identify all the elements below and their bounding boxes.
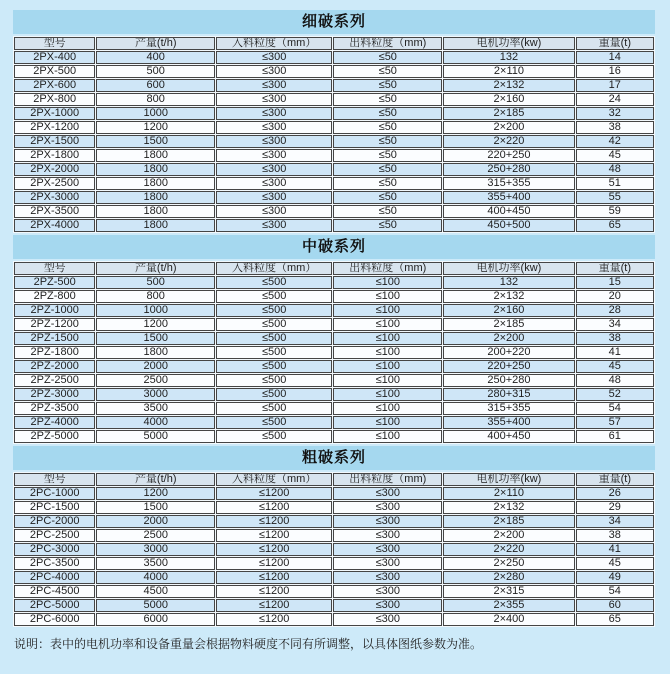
table-cell: 250+280 [443, 163, 574, 176]
table-cell: 1500 [96, 332, 215, 345]
table-cell: 220+250 [443, 360, 574, 373]
table-cell: 2PZ-1200 [14, 318, 95, 331]
column-header: 重量(t) [576, 37, 654, 50]
column-header: 型号 [14, 37, 95, 50]
table-row [14, 276, 654, 289]
table-cell: 2PX-4000 [14, 219, 95, 232]
table-row [14, 219, 654, 232]
table-cell: 2×355 [443, 599, 574, 612]
table-cell: 2PZ-1000 [14, 304, 95, 317]
table-cell: 2PX-1500 [14, 135, 95, 148]
table-row [14, 585, 654, 598]
table-cell: ≤100 [333, 360, 442, 373]
series-title-coarse: 粗破系列 [13, 446, 655, 470]
table-cell: ≤1200 [216, 613, 332, 626]
table-cell: 600 [96, 79, 215, 92]
table-cell: 2PZ-1500 [14, 332, 95, 345]
table-cell: 2×250 [443, 557, 574, 570]
column-header: 型号 [14, 262, 95, 275]
table-cell: 3000 [96, 543, 215, 556]
table-cell: 65 [576, 219, 654, 232]
table-cell: 5000 [96, 599, 215, 612]
table-cell: 2×110 [443, 65, 574, 78]
table-cell: 500 [96, 65, 215, 78]
table-row [14, 402, 654, 415]
table-row [14, 360, 654, 373]
table-cell: 1800 [96, 219, 215, 232]
table-cell: 1800 [96, 177, 215, 190]
table-cell: 132 [443, 276, 574, 289]
table-cell: 2PZ-800 [14, 290, 95, 303]
table-cell: 3500 [96, 557, 215, 570]
table-cell: ≤500 [216, 388, 332, 401]
table-cell: 49 [576, 571, 654, 584]
table-cell: 2×132 [443, 501, 574, 514]
table-cell: 3000 [96, 388, 215, 401]
table-cell: 2500 [96, 529, 215, 542]
table-cell: 59 [576, 205, 654, 218]
table-cell: 2×220 [443, 135, 574, 148]
table-cell: ≤300 [333, 585, 442, 598]
table-cell: ≤300 [333, 501, 442, 514]
table-cell: ≤50 [333, 219, 442, 232]
table-cell: ≤100 [333, 416, 442, 429]
table-cell: ≤300 [216, 163, 332, 176]
table-cell: 41 [576, 346, 654, 359]
table-cell: 2PZ-3000 [14, 388, 95, 401]
table-cell: 2×132 [443, 79, 574, 92]
table-row [14, 79, 654, 92]
table-row [14, 430, 654, 443]
table-cell: 45 [576, 557, 654, 570]
table-cell: ≤300 [216, 205, 332, 218]
table-cell: ≤50 [333, 191, 442, 204]
table-row [14, 332, 654, 345]
table-cell: 2PZ-1800 [14, 346, 95, 359]
table-cell: 61 [576, 430, 654, 443]
table-cell: ≤300 [333, 557, 442, 570]
table-cell: 2PC-4000 [14, 571, 95, 584]
footnote: 说明：表中的电机功率和设备重量会根据物料硬度不同有所调整，以具体图纸参数为准。 [14, 637, 483, 651]
table-cell: ≤100 [333, 304, 442, 317]
table-cell: 2500 [96, 374, 215, 387]
table-cell: ≤1200 [216, 529, 332, 542]
column-header: 入料粒度（mm） [216, 262, 332, 275]
table-cell: 2PX-600 [14, 79, 95, 92]
column-header: 电机功率(kw) [443, 473, 574, 486]
header-row [14, 473, 654, 486]
table-cell: 2PX-3500 [14, 205, 95, 218]
table-cell: ≤500 [216, 402, 332, 415]
table-cell: 34 [576, 318, 654, 331]
table-cell: ≤300 [333, 529, 442, 542]
table-cell: 1500 [96, 135, 215, 148]
table-cell: ≤500 [216, 290, 332, 303]
table-cell: ≤50 [333, 205, 442, 218]
table-cell: ≤300 [333, 571, 442, 584]
table-row [14, 571, 654, 584]
table-cell: 38 [576, 529, 654, 542]
table-cell: 450+500 [443, 219, 574, 232]
table-cell: ≤100 [333, 276, 442, 289]
table-cell: 400 [96, 51, 215, 64]
table-cell: ≤1200 [216, 501, 332, 514]
table-row [14, 290, 654, 303]
table-row [14, 93, 654, 106]
table-cell: ≤50 [333, 177, 442, 190]
table-row [14, 487, 654, 500]
table-cell: 16 [576, 65, 654, 78]
table-cell: ≤1200 [216, 515, 332, 528]
column-header: 产量(t/h) [96, 262, 215, 275]
table-cell: 2PC-2500 [14, 529, 95, 542]
table-cell: 315+355 [443, 402, 574, 415]
table-cell: ≤300 [333, 543, 442, 556]
table-cell: 48 [576, 374, 654, 387]
table-cell: 2×185 [443, 318, 574, 331]
table-cell: 26 [576, 487, 654, 500]
table-row [14, 177, 654, 190]
table-cell: ≤300 [333, 487, 442, 500]
table-cell: 315+355 [443, 177, 574, 190]
table-cell: ≤100 [333, 290, 442, 303]
table-cell: 250+280 [443, 374, 574, 387]
table-cell: ≤300 [333, 515, 442, 528]
table-cell: 54 [576, 585, 654, 598]
column-header: 入料粒度（mm） [216, 473, 332, 486]
table-cell: 2×185 [443, 515, 574, 528]
table-cell: ≤500 [216, 304, 332, 317]
series-section-medium [13, 235, 655, 444]
series-section-fine [13, 10, 655, 233]
table-cell: 34 [576, 515, 654, 528]
table-cell: ≤300 [333, 599, 442, 612]
table-cell: ≤50 [333, 107, 442, 120]
table-cell: ≤100 [333, 430, 442, 443]
table-cell: 2PZ-3500 [14, 402, 95, 415]
table-cell: 400+450 [443, 430, 574, 443]
table-cell: ≤50 [333, 149, 442, 162]
column-header: 型号 [14, 473, 95, 486]
table-cell: ≤300 [216, 79, 332, 92]
table-cell: 2×200 [443, 332, 574, 345]
table-cell: ≤300 [216, 65, 332, 78]
table-cell: ≤300 [216, 107, 332, 120]
table-cell: 32 [576, 107, 654, 120]
table-cell: ≤1200 [216, 543, 332, 556]
table-cell: 2PX-800 [14, 93, 95, 106]
column-header: 入料粒度（mm） [216, 37, 332, 50]
table-cell: 132 [443, 51, 574, 64]
table-cell: 2PX-1000 [14, 107, 95, 120]
table-row [14, 557, 654, 570]
series-section-coarse [13, 446, 655, 627]
table-cell: 2×185 [443, 107, 574, 120]
table-row [14, 135, 654, 148]
table-cell: 1000 [96, 107, 215, 120]
table-cell: ≤1200 [216, 487, 332, 500]
spec-table-coarse [13, 472, 655, 627]
table-cell: 20 [576, 290, 654, 303]
table-cell: 2×160 [443, 304, 574, 317]
table-cell: ≤1200 [216, 585, 332, 598]
table-cell: 41 [576, 543, 654, 556]
table-cell: ≤300 [333, 613, 442, 626]
table-cell: 355+400 [443, 416, 574, 429]
column-header: 电机功率(kw) [443, 262, 574, 275]
table-cell: 3500 [96, 402, 215, 415]
table-cell: 2×200 [443, 121, 574, 134]
column-header: 产量(t/h) [96, 473, 215, 486]
table-cell: 51 [576, 177, 654, 190]
table-cell: 2×220 [443, 543, 574, 556]
table-cell: 2000 [96, 360, 215, 373]
table-cell: 1200 [96, 318, 215, 331]
column-header: 产量(t/h) [96, 37, 215, 50]
table-cell: 2PX-3000 [14, 191, 95, 204]
table-cell: 2PC-1500 [14, 501, 95, 514]
table-cell: ≤500 [216, 318, 332, 331]
table-row [14, 51, 654, 64]
header-row [14, 37, 654, 50]
table-cell: 4500 [96, 585, 215, 598]
table-cell: 24 [576, 93, 654, 106]
table-cell: 2PX-2500 [14, 177, 95, 190]
series-title-medium: 中破系列 [13, 235, 655, 259]
table-cell: 38 [576, 332, 654, 345]
table-cell: 55 [576, 191, 654, 204]
table-row [14, 388, 654, 401]
table-cell: 1800 [96, 149, 215, 162]
table-cell: 57 [576, 416, 654, 429]
table-cell: ≤50 [333, 121, 442, 134]
table-cell: 2PZ-2000 [14, 360, 95, 373]
table-cell: 4000 [96, 571, 215, 584]
table-row [14, 599, 654, 612]
table-cell: ≤100 [333, 402, 442, 415]
table-cell: ≤300 [216, 121, 332, 134]
table-cell: 2PX-2000 [14, 163, 95, 176]
table-cell: 1200 [96, 121, 215, 134]
table-cell: 2PZ-2500 [14, 374, 95, 387]
table-row [14, 121, 654, 134]
table-cell: 2PC-4500 [14, 585, 95, 598]
table-cell: ≤500 [216, 332, 332, 345]
table-row [14, 515, 654, 528]
table-cell: 2×315 [443, 585, 574, 598]
table-cell: ≤300 [216, 149, 332, 162]
table-cell: 15 [576, 276, 654, 289]
table-cell: 2PC-6000 [14, 613, 95, 626]
table-cell: ≤50 [333, 163, 442, 176]
table-cell: 1200 [96, 487, 215, 500]
table-row [14, 65, 654, 78]
table-cell: ≤1200 [216, 557, 332, 570]
table-cell: ≤500 [216, 346, 332, 359]
table-row [14, 304, 654, 317]
table-cell: ≤500 [216, 430, 332, 443]
table-cell: 28 [576, 304, 654, 317]
table-cell: 2PC-2000 [14, 515, 95, 528]
table-cell: ≤300 [216, 51, 332, 64]
table-row [14, 191, 654, 204]
table-cell: 54 [576, 402, 654, 415]
table-cell: ≤50 [333, 65, 442, 78]
table-cell: 29 [576, 501, 654, 514]
spec-table-medium [13, 261, 655, 444]
table-cell: 5000 [96, 430, 215, 443]
column-header: 电机功率(kw) [443, 37, 574, 50]
table-cell: 800 [96, 290, 215, 303]
table-row [14, 318, 654, 331]
table-cell: 2×400 [443, 613, 574, 626]
table-cell: 2PC-3000 [14, 543, 95, 556]
table-cell: 42 [576, 135, 654, 148]
table-cell: 2×200 [443, 529, 574, 542]
table-cell: 2PC-5000 [14, 599, 95, 612]
table-cell: ≤1200 [216, 599, 332, 612]
column-header: 出料粒度（mm) [333, 262, 442, 275]
table-cell: ≤100 [333, 388, 442, 401]
table-cell: 500 [96, 276, 215, 289]
table-cell: 6000 [96, 613, 215, 626]
table-cell: 280+315 [443, 388, 574, 401]
table-row [14, 346, 654, 359]
table-cell: 2PX-500 [14, 65, 95, 78]
table-cell: 2PZ-5000 [14, 430, 95, 443]
table-cell: ≤100 [333, 318, 442, 331]
table-cell: 45 [576, 360, 654, 373]
table-row [14, 543, 654, 556]
table-cell: 48 [576, 163, 654, 176]
table-cell: 2PZ-4000 [14, 416, 95, 429]
header-row [14, 262, 654, 275]
spec-table-fine [13, 36, 655, 233]
table-cell: ≤50 [333, 79, 442, 92]
table-row [14, 205, 654, 218]
table-cell: 2PC-1000 [14, 487, 95, 500]
table-cell: ≤300 [216, 177, 332, 190]
table-cell: ≤100 [333, 374, 442, 387]
table-cell: ≤300 [216, 93, 332, 106]
column-header: 出料粒度（mm) [333, 473, 442, 486]
table-cell: 17 [576, 79, 654, 92]
table-row [14, 613, 654, 626]
table-cell: 4000 [96, 416, 215, 429]
table-cell: ≤500 [216, 416, 332, 429]
table-cell: ≤500 [216, 374, 332, 387]
table-cell: ≤100 [333, 346, 442, 359]
table-cell: 2×160 [443, 93, 574, 106]
table-cell: 2×280 [443, 571, 574, 584]
table-row [14, 107, 654, 120]
table-cell: ≤50 [333, 93, 442, 106]
table-cell: ≤50 [333, 135, 442, 148]
table-cell: 14 [576, 51, 654, 64]
table-cell: 65 [576, 613, 654, 626]
table-cell: 1000 [96, 304, 215, 317]
table-cell: ≤300 [216, 219, 332, 232]
table-cell: ≤1200 [216, 571, 332, 584]
table-cell: 2×110 [443, 487, 574, 500]
table-cell: 52 [576, 388, 654, 401]
column-header: 重量(t) [576, 262, 654, 275]
table-cell: 220+250 [443, 149, 574, 162]
table-cell: ≤300 [216, 191, 332, 204]
table-row [14, 416, 654, 429]
table-row [14, 163, 654, 176]
table-cell: 45 [576, 149, 654, 162]
column-header: 重量(t) [576, 473, 654, 486]
table-row [14, 374, 654, 387]
table-cell: 400+450 [443, 205, 574, 218]
table-cell: 2000 [96, 515, 215, 528]
table-cell: 1800 [96, 163, 215, 176]
table-cell: 355+400 [443, 191, 574, 204]
table-row [14, 501, 654, 514]
table-cell: ≤50 [333, 51, 442, 64]
table-cell: ≤300 [216, 135, 332, 148]
table-cell: 2PX-400 [14, 51, 95, 64]
table-cell: 2PC-3500 [14, 557, 95, 570]
table-cell: 2×132 [443, 290, 574, 303]
table-row [14, 529, 654, 542]
table-cell: 800 [96, 93, 215, 106]
table-cell: ≤500 [216, 276, 332, 289]
table-cell: 2PX-1200 [14, 121, 95, 134]
table-cell: 38 [576, 121, 654, 134]
table-cell: 1800 [96, 346, 215, 359]
table-cell: 60 [576, 599, 654, 612]
table-cell: 2PX-1800 [14, 149, 95, 162]
table-cell: 1800 [96, 205, 215, 218]
table-cell: 1800 [96, 191, 215, 204]
table-cell: 1500 [96, 501, 215, 514]
table-cell: 2PZ-500 [14, 276, 95, 289]
table-cell: ≤500 [216, 360, 332, 373]
table-cell: ≤100 [333, 332, 442, 345]
table-cell: 200+220 [443, 346, 574, 359]
table-row [14, 149, 654, 162]
series-title-fine: 细破系列 [13, 10, 655, 34]
column-header: 出料粒度（mm) [333, 37, 442, 50]
